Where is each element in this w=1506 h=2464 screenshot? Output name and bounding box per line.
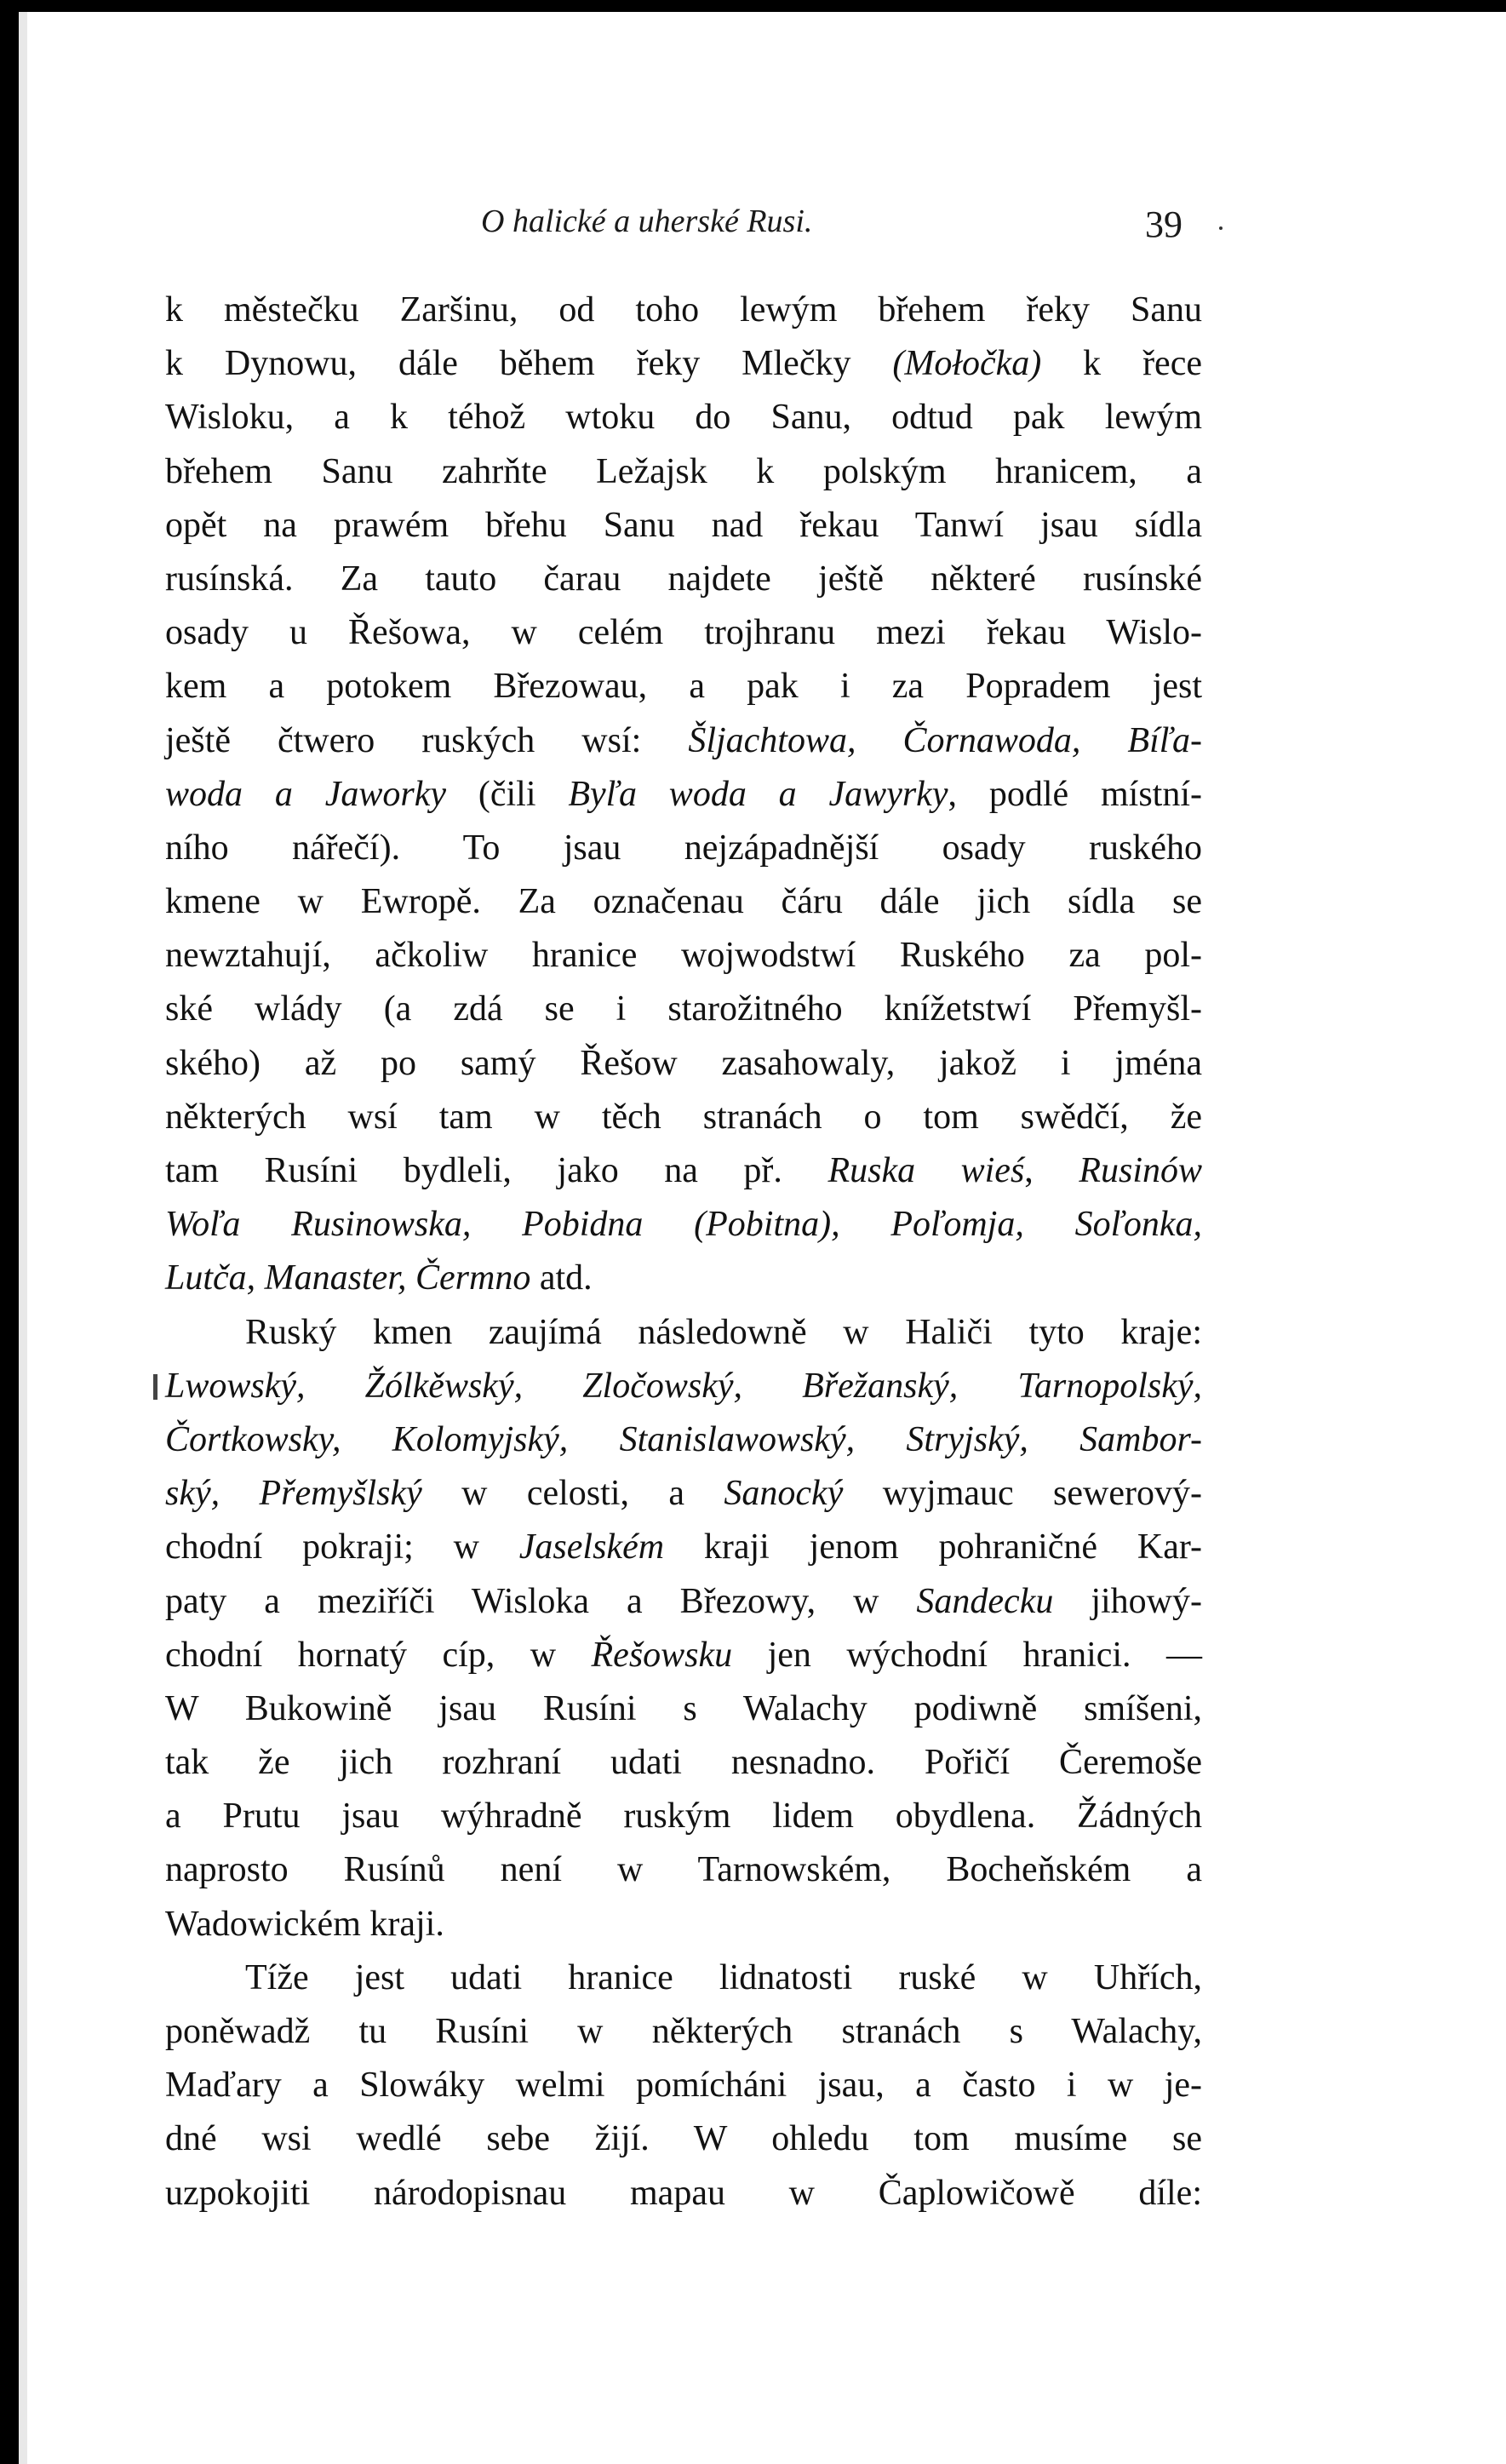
italic-segment: Lutča, Manaster, Čermno [165,1258,531,1298]
text-line [165,1360,1202,1413]
text-segment: tak že jich rozhraní udati nesnadno. Pořičí Čeremoše [165,1743,1202,1783]
text-line [165,445,1202,499]
text-line [165,391,1202,444]
text-segment: opět na prawém břehu Sanu nad řekau Tanwí jsau sídla [165,505,1202,545]
text-segment: , podlé místní- [948,774,1203,814]
text-line [165,1951,1202,2005]
text-line [165,499,1202,553]
text-segment: W Bukowině jsau Rusíni s Walachy podiwně smíšeni, [165,1688,1202,1728]
text-line [165,1575,1202,1629]
text-line [165,1843,1202,1897]
text-line [165,1144,1202,1198]
text-segment: chodní hornatý cíp, w [165,1635,592,1675]
text-line [165,822,1202,875]
text-segment: tam Rusíni bydleli, jako na př. [165,1151,828,1190]
italic-segment: Ruska wieś [827,1151,1025,1190]
running-title: O halické a uherské Rusi. [481,203,813,239]
text-segment: Maďary a Slowáky welmi pomícháni jsau, a často i w je- [165,2066,1202,2106]
text-line [165,1037,1202,1091]
stray-ink-mark [1219,226,1223,230]
italic-segment: Woľa Rusinowska, Pobidna (Pobitna), Poľomja, Soľonka, [165,1205,1202,1245]
text-segment: Wadowickém kraji. [165,1904,444,1944]
text-segment: w celosti, a [421,1474,724,1514]
text-segment: břehem Sanu zahrňte Ležajsk k polským hranicem, a [165,451,1202,491]
text-line [165,1682,1202,1736]
text-line [165,1252,1202,1305]
text-line [165,1413,1202,1467]
text-line [165,337,1202,391]
text-line [165,1306,1202,1360]
text-segment: ještě čtwero ruských wsí: [165,720,689,760]
text-line [165,1898,1202,1951]
italic-segment: Lwowský, Žólkěwský, Zločowský, Břežanský, Tarnopolský, [165,1366,1202,1406]
text-line [165,660,1202,713]
text-segment: jen wýchodní hranici. — [732,1635,1202,1675]
text-segment: ské wlády (a zdá se i starožitného knížetstwí Přemyšl- [165,989,1202,1029]
text-segment: k řece [1041,344,1202,384]
text-segment: poněwadž tu Rusíni w některých stranách s Walachy, [165,2012,1202,2051]
text-line [165,875,1202,929]
italic-segment: Čortkowsky, Kolomyjský, Stanislawowský, Stryjský, Sambor- [165,1419,1202,1459]
text-line [165,1521,1202,1574]
text-segment: osady u Řešowa, w celém trojhranu mezi řekau Wislo- [165,613,1202,653]
italic-segment: Sandecku [916,1581,1054,1621]
text-line [165,714,1202,768]
text-segment: uzpokojiti národopisnau mapau w Čaplowičowě díle: [165,2173,1202,2213]
text-segment: naprosto Rusínů není w Tarnowském, Bocheňském a [165,1850,1202,1890]
text-segment: rusínská. Za tauto čarau najdete ještě některé rusínské [165,559,1202,599]
text-segment: newztahují, ačkoliw hranice wojwodstwí Ruského za pol- [165,936,1202,976]
text-segment: ního nářečí). To jsau nejzápadnější osady ruského [165,828,1202,868]
text-segment: jihowý- [1053,1581,1202,1621]
margin-mark [153,1374,157,1400]
text-segment: ského) až po samý Řešow zasahowaly, jakož i jména [165,1043,1202,1083]
text-segment: Ruský kmen zaujímá následowně w Haliči tyto kraje: [245,1312,1202,1352]
text-segment: k městečku Zaršinu, od toho lewým břehem řeky Sanu [165,290,1202,329]
text-segment: dné wsi wedlé sebe žijí. W ohledu tom musíme se [165,2119,1202,2159]
text-line [165,2005,1202,2059]
text-segment: (čili [446,774,569,814]
text-line [165,2167,1202,2220]
text-segment: Tíže jest udati hranice lidnatosti ruské w Uhřích, [245,1957,1202,1997]
body-text [165,284,1202,2220]
text-segment: kraji jenom pohraničné Kar- [664,1527,1202,1567]
italic-segment: (Mołočka) [892,344,1042,384]
italic-segment: woda a Jaworky [165,774,447,814]
text-line [165,284,1202,337]
text-line [165,768,1202,822]
italic-segment: ský, Přemyšlský [165,1474,422,1514]
text-line [165,983,1202,1036]
text-segment: wyjmauc sewerový- [843,1474,1202,1514]
text-line [165,2059,1202,2112]
italic-segment: Byľa woda a Jawyrky [568,774,948,814]
text-segment: atd. [530,1258,593,1298]
text-line [165,1736,1202,1790]
text-segment: , [1024,1151,1079,1190]
text-segment: Wisloku, a k téhož wtoku do Sanu, odtud pak lewým [165,398,1202,438]
text-segment: paty a meziříči Wisloka a Březowy, w [165,1581,917,1621]
text-line [165,1790,1202,1843]
text-line [165,1198,1202,1252]
italic-segment: Řešowsku [591,1635,733,1675]
text-line [165,2112,1202,2166]
text-line [165,1091,1202,1144]
italic-segment: Jaselském [518,1527,665,1567]
text-segment: k Dynowu, dále během řeky Mlečky [165,344,893,384]
italic-segment: Sanocký [724,1474,844,1514]
text-segment: a Prutu jsau wýhradně ruským lidem obydlena. Žádných [165,1796,1202,1837]
text-segment: některých wsí tam w těch stranách o tom swědčí, že [165,1097,1202,1137]
text-segment: kmene w Ewropě. Za označenau čáru dále jich sídla se [165,882,1202,922]
italic-segment: Šljachtowa, Čornawoda, Bíľa- [688,720,1202,760]
text-line [165,929,1202,983]
page-number: 39 [1145,203,1182,245]
text-line [165,1629,1202,1682]
text-segment: chodní pokraji; w [165,1527,519,1567]
text-line [165,606,1202,660]
text-line [165,1467,1202,1521]
text-segment: kem a potokem Březowau, a pak i za Popradem jest [165,667,1202,707]
text-line [165,553,1202,606]
italic-segment: Rusinów [1079,1151,1203,1190]
